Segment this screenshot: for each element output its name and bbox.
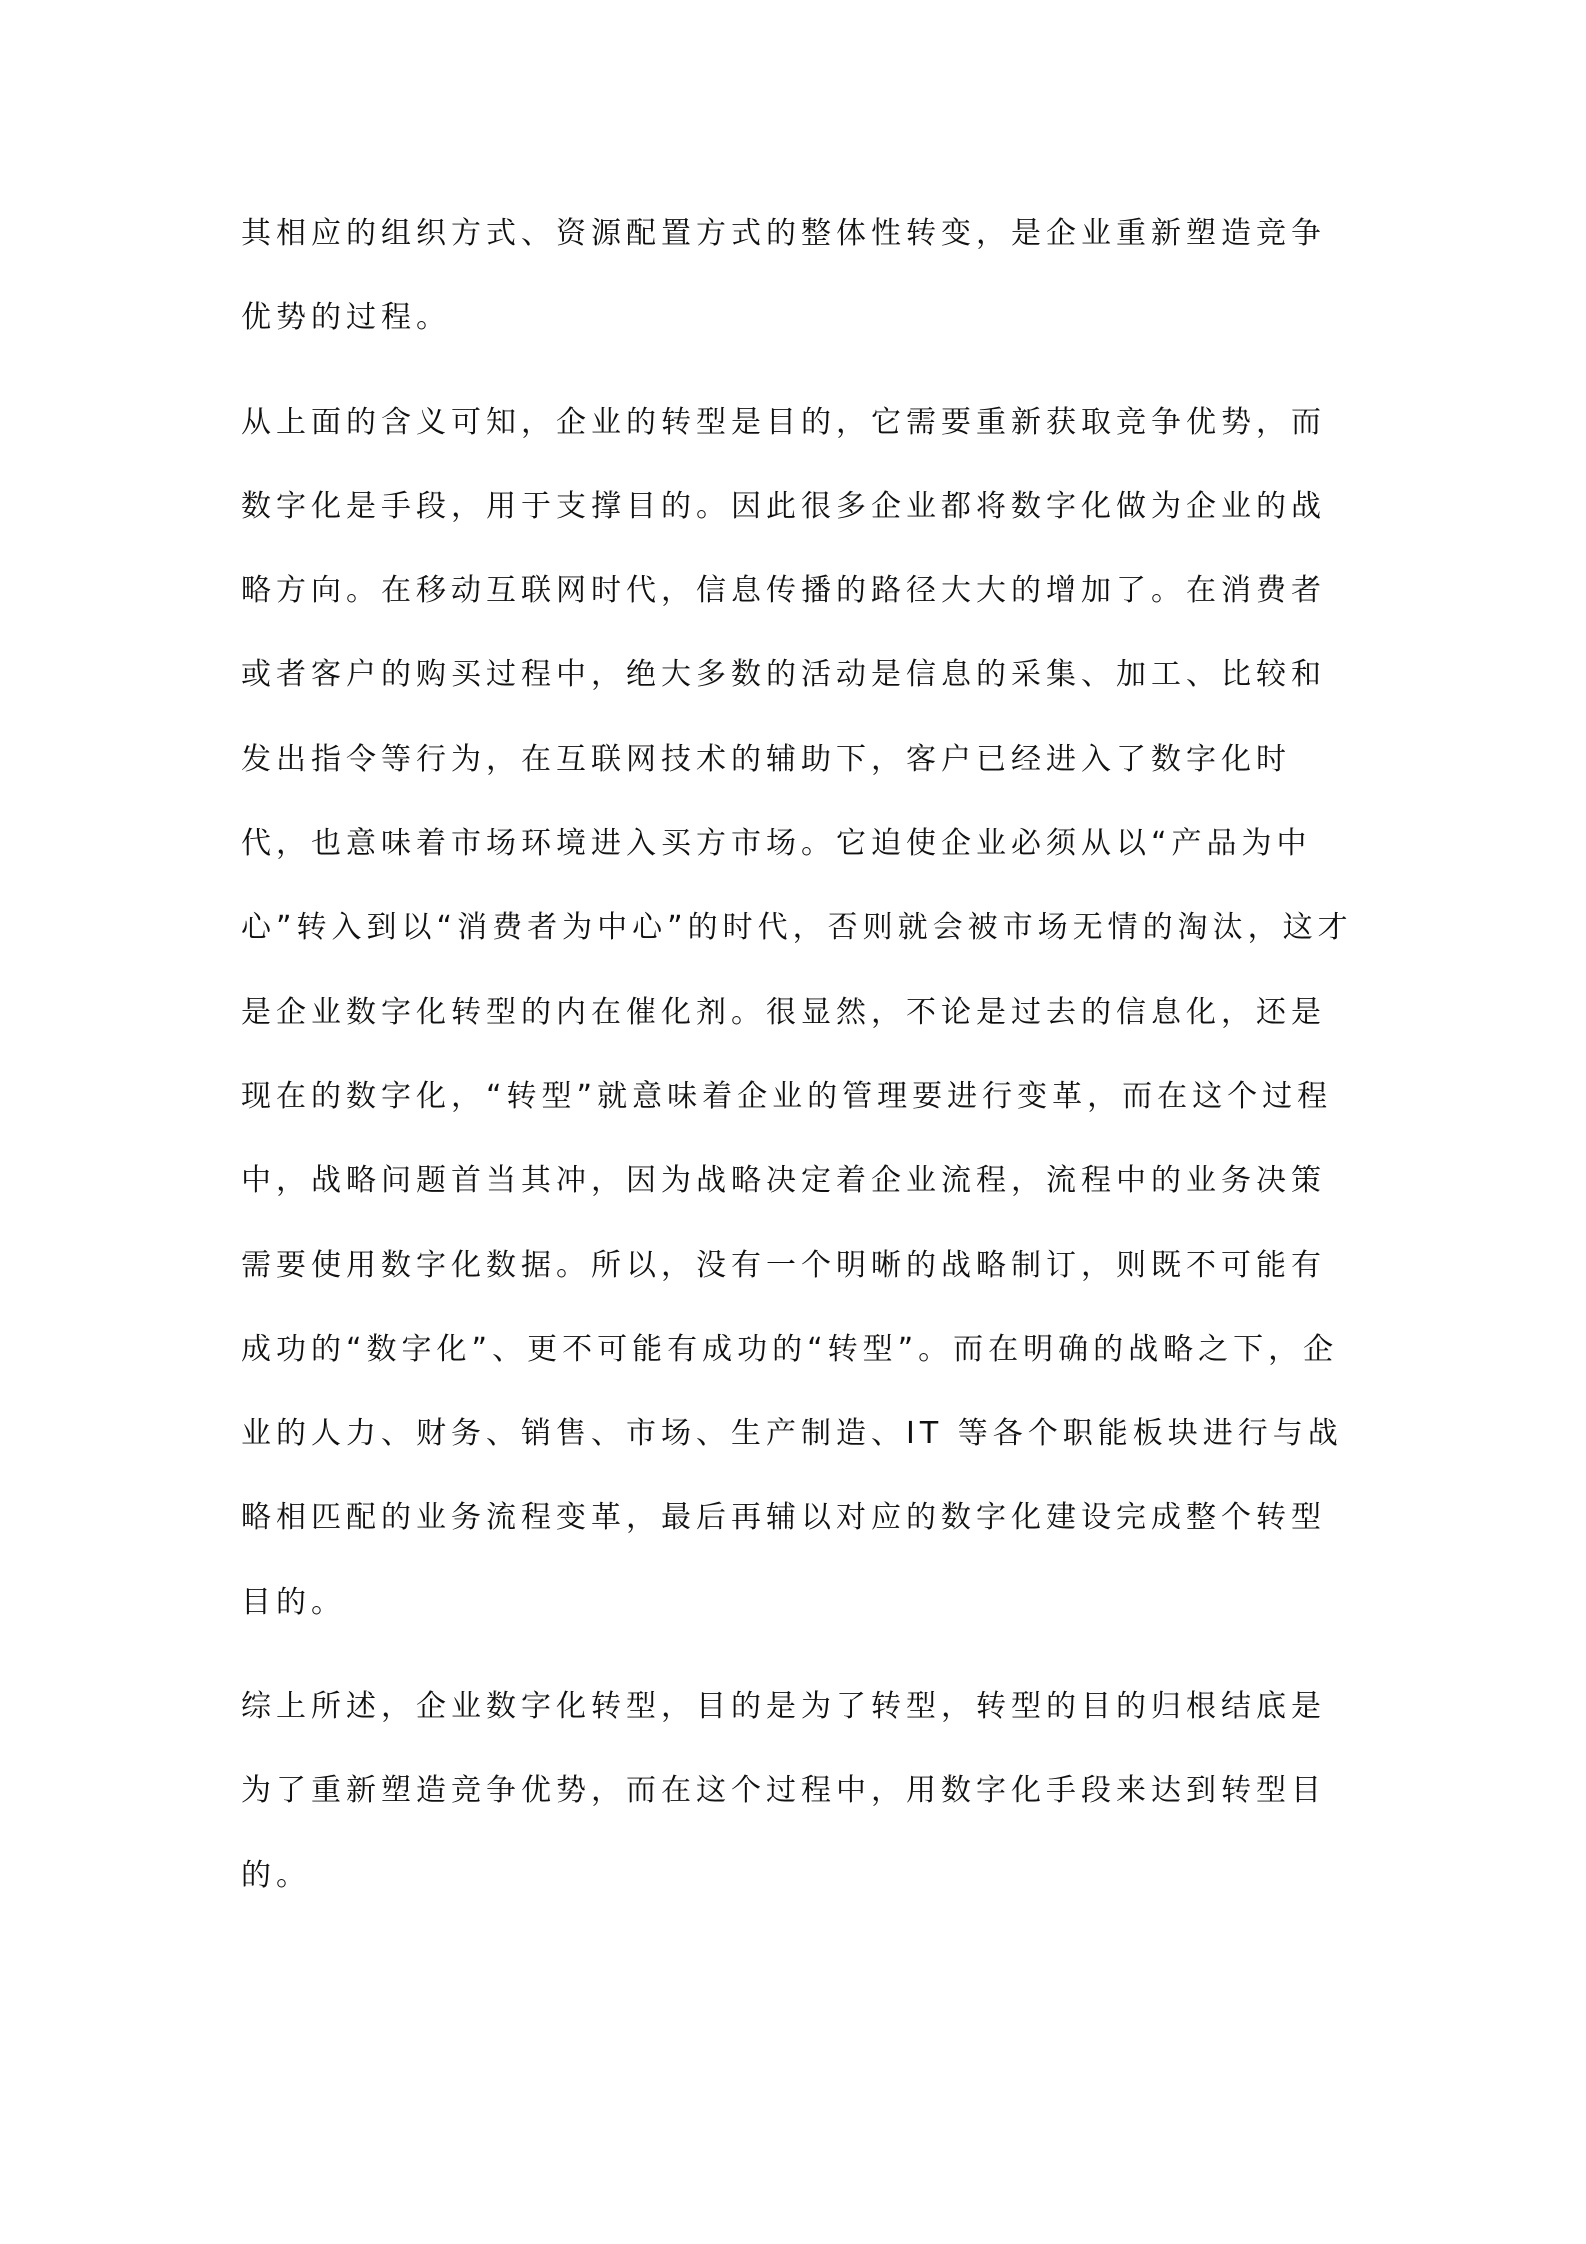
text-line: 业的人力、财务、销售、市场、生产制造、IT 等各个职能板块进行与战 — [241, 1416, 1343, 1452]
text-line: 心”转入到以“消费者为中心”的时代，否则就会被市场无情的淘汰，这才 — [241, 910, 1353, 946]
text-line: 数字化是手段，用于支撑目的。因此很多企业都将数字化做为企业的战 — [241, 488, 1326, 524]
text-line: 综上所述，企业数字化转型，目的是为了转型，转型的目的归根结底是 — [241, 1689, 1326, 1725]
text-line: 发出指令等行为，在互联网技术的辅助下，客户已经进入了数字化时 — [241, 741, 1291, 777]
text-line: 略方向。在移动互联网时代，信息传播的路径大大的增加了。在消费者 — [241, 573, 1326, 609]
text-line: 需要使用数字化数据。所以，没有一个明晰的战略制订，则既不可能有 — [241, 1247, 1326, 1283]
paragraph-2 — [241, 395, 1353, 1659]
text-line: 从上面的含义可知，企业的转型是目的，它需要重新获取竞争优势，而 — [241, 404, 1326, 440]
text-line: 现在的数字化，“转型”就意味着企业的管理要进行变革，而在这个过程 — [241, 1078, 1333, 1114]
text-line: 或者客户的购买过程中，绝大多数的活动是信息的采集、加工、比较和 — [241, 657, 1326, 693]
text-line: 的。 — [241, 1857, 311, 1893]
text-line: 优势的过程。 — [241, 300, 451, 336]
paragraph-1 — [241, 206, 1326, 375]
paragraph-3 — [241, 1679, 1326, 1932]
text-line: 目的。 — [241, 1584, 346, 1620]
text-line: 代，也意味着市场环境进入买方市场。它迫使企业必须从以“产品为中 — [241, 826, 1312, 862]
text-line: 中，战略问题首当其冲，因为战略决定着企业流程，流程中的业务决策 — [241, 1163, 1326, 1199]
document-body — [241, 206, 1353, 1952]
text-line: 为了重新塑造竞争优势，而在这个过程中，用数字化手段来达到转型目 — [241, 1773, 1326, 1809]
text-line: 略相匹配的业务流程变革，最后再辅以对应的数字化建设完成整个转型 — [241, 1500, 1326, 1536]
text-line: 成功的“数字化”、更不可能有成功的“转型”。而在明确的战略之下，企 — [241, 1331, 1339, 1367]
text-line: 是企业数字化转型的内在催化剂。很显然，不论是过去的信息化，还是 — [241, 994, 1326, 1030]
text-line: 其相应的组织方式、资源配置方式的整体性转变，是企业重新塑造竞争 — [241, 216, 1326, 251]
